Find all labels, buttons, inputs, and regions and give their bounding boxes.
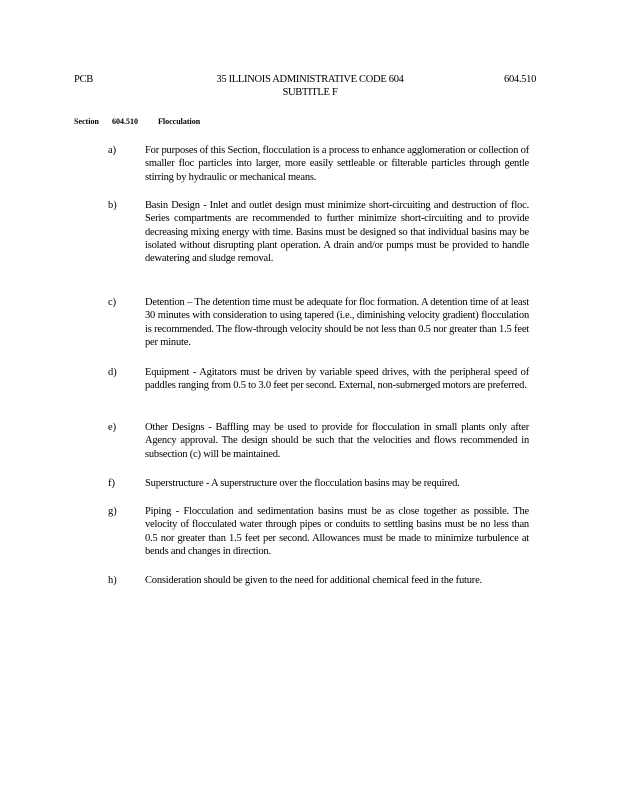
subsection-text: Equipment - Agitators must be driven by variable speed drives, with the peripheral speed of paddles ranging from 0.5 to 3.0 feet per second. External, non-submerged motors are preferred. — [145, 367, 529, 392]
subsection-text: Piping - Flocculation and sedimentation basins must be as close together as possible. The velocity of flocculated water through pipes or conduits to settling basins must be no less than 0.5 nor greater than 1.5 feet per second. Allowances must be made to minimize turbulence at bends and changes in direction. — [145, 506, 529, 557]
subsection-letter: c) — [108, 297, 117, 308]
subsection-letter: a) — [108, 145, 117, 156]
subsection-h — [108, 574, 528, 587]
subsection-g — [108, 505, 528, 558]
subsection-letter: h) — [108, 575, 117, 586]
subsection-letter: g) — [108, 506, 117, 517]
subsection-letter: d) — [108, 367, 117, 378]
subsection-text: Consideration should be given to the need for additional chemical feed in the future. — [145, 575, 482, 586]
header-title-line2: SUBTITLE F — [282, 87, 338, 98]
subsection-text: Detention – The detention time must be adequate for floc formation. A detention time of at least 30 minutes with consideration to using tapered (i.e., diminishing velocity gradient) flocculation is recommended. The flow-through velocity should be not less than 0.5 nor greater than 1.5 feet per minute. — [145, 297, 529, 348]
section-number: 604.510 — [112, 117, 138, 126]
subsection-letter: f) — [108, 478, 115, 489]
subsection-b — [108, 199, 528, 265]
subsection-d — [108, 366, 528, 393]
section-heading — [74, 117, 200, 126]
subsection-text: Superstructure - A superstructure over the flocculation basins may be required. — [145, 478, 460, 489]
subsection-c — [108, 296, 528, 349]
section-title: Flocculation — [158, 117, 201, 126]
header-agency: PCB — [74, 74, 93, 85]
header-title — [160, 73, 460, 99]
subsection-a — [108, 144, 528, 184]
subsection-text: Other Designs - Baffling may be used to provide for flocculation in small plants only after Agency approval. The design should be such that the velocities and flows recommended in subsection (c) will be maintained. — [145, 422, 529, 460]
subsection-text: Basin Design - Inlet and outlet design must minimize short-circuiting and destruction of floc. Series compartments are recommended to further minimize short-circuiting and to provide decreasing mixing energy with time. Basins must be designed so that individual basins may be isolated without disrupting plant operation. A drain and/or pumps must be provided to handle dewatering and sludge removal. — [145, 200, 529, 265]
header-title-line1: 35 ILLINOIS ADMINISTRATIVE CODE 604 — [216, 74, 404, 85]
subsection-e — [108, 421, 528, 461]
subsection-text: For purposes of this Section, flocculation is a process to enhance agglomeration or collection of smaller floc particles into larger, more easily settleable or filterable particles through gentle stirring by hydraulic or mechanical means. — [145, 145, 529, 183]
subsection-letter: e) — [108, 422, 117, 433]
section-label: Section — [74, 117, 99, 126]
header-section-number: 604.510 — [504, 74, 537, 85]
subsection-letter: b) — [108, 200, 117, 211]
subsection-f — [108, 477, 528, 490]
